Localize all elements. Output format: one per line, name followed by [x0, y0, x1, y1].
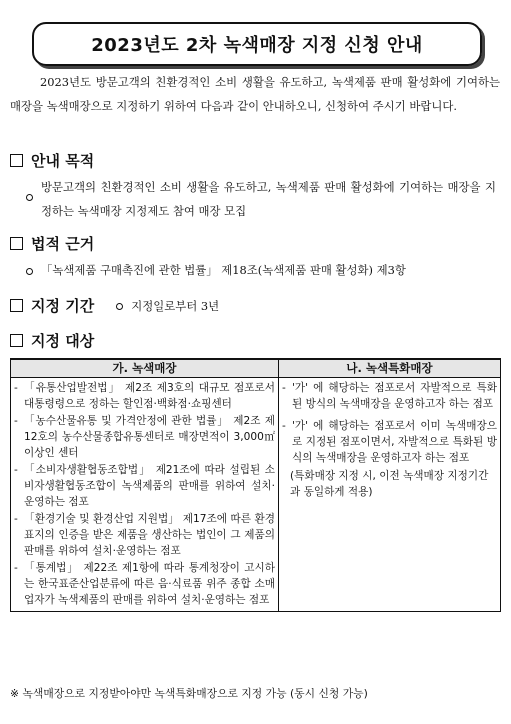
legal-item: 「녹색제품 구매촉진에 관한 법률」 제18조(녹색제품 판매 활성화) 제3항 [26, 258, 496, 282]
circle-bullet-icon [26, 194, 33, 201]
square-bullet-icon [10, 237, 23, 250]
target-table [10, 358, 501, 612]
list-item: - '가' 에 해당하는 점포로서 이미 녹색매장으로 지정된 점포이면서, 자발적으로 특화된 방식의 녹색매장을 운영하고자 하는 점포 [282, 420, 497, 464]
footnote: ※ 녹색매장으로 지정받아야만 녹색특화매장으로 지정 가능 (동시 신청 가능) [10, 687, 368, 700]
header-green-store: 가. 녹색매장 [11, 359, 279, 378]
square-bullet-icon [10, 154, 23, 167]
list-item: - '가' 에 해당하는 점포로서 자발적으로 특화된 방식의 녹색매장을 운영하고자 하는 점포 [282, 382, 497, 410]
section-target-heading: 지정 대상 [10, 330, 94, 351]
square-bullet-icon [10, 299, 23, 312]
list-item: - 「환경기술 및 환경산업 지원법」 제17조에 따른 환경표지의 인증을 받은 제품을 생산하는 법인이 그 제품의 판매를 위하여 설치·운영하는 점포 [14, 513, 275, 557]
list-item: - 「유통산업발전법」 제2조 제3호의 대규모 점포로서 대통령령으로 정하는 할인점·백화점·쇼핑센터 [14, 382, 275, 410]
purpose-item: 방문고객의 친환경적인 소비 생활을 유도하고, 녹색제품 판매 활성화에 기여하는 매장을 지정하는 녹색매장 지정제도 참여 매장 모집 [26, 175, 496, 223]
circle-bullet-icon [116, 303, 123, 310]
square-bullet-icon [10, 334, 23, 347]
list-item: - 「소비자생활협동조합법」 제21조에 따라 설립된 소비자생활협동조합이 녹색제품의 판매를 위하여 설치·운영하는 점포 [14, 464, 275, 508]
section-purpose-heading: 안내 목적 [10, 150, 94, 171]
green-store-cell [11, 378, 279, 612]
header-special-store: 나. 녹색특화매장 [279, 359, 501, 378]
document-title: 2023년도 2차 녹색매장 지정 신청 안내 [91, 35, 423, 56]
list-item: - 「농수산물유통 및 가격안정에 관한 법률」 제2조 제12호의 농수산물종합유통센터로 매장면적이 3,000㎡ 이상인 센터 [14, 415, 275, 459]
circle-bullet-icon [26, 268, 33, 275]
intro-paragraph: 2023년도 방문고객의 친환경적인 소비 생활을 유도하고, 녹색제품 판매 활성화에 기여하는 매장을 녹색매장으로 지정하기 위하여 다음과 같이 안내하오니, 신청하여 주시기 바랍니다. [10, 75, 500, 113]
period-value: 지정일로부터 3년 [131, 298, 220, 313]
section-legal-heading: 법적 근거 [10, 233, 94, 254]
special-store-cell [279, 378, 501, 612]
list-item: - 「통계법」 제22조 제1항에 따라 통계청장이 고시하는 한국표준산업분류에 따른 음·식료품 위주 종합 소매업자가 녹색제품의 판매를 위하여 설치·운영하는 점포 [14, 562, 275, 606]
special-store-note: (특화매장 지정 시, 이전 녹색매장 지정기간과 동일하게 적용) [290, 470, 489, 498]
document-title-box [32, 22, 482, 66]
section-period-heading: 지정 기간 지정일로부터 3년 [10, 295, 219, 316]
